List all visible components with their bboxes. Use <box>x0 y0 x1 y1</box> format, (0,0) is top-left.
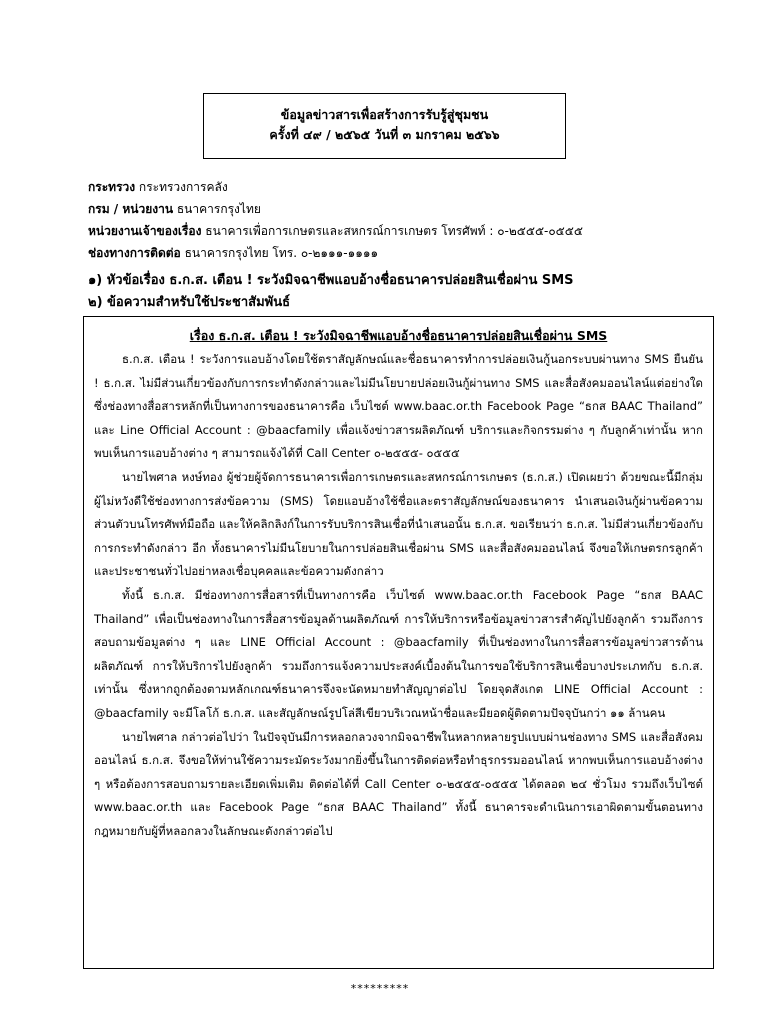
document-meta <box>88 176 728 264</box>
topic-item-subject: ๑) หัวข้อเรื่อง ธ.ก.ส. เตือน ! ระวังมิจฉาชีพแอบอ้างชื่อธนาคารปล่อยสินเชื่อผ่าน SMS <box>88 273 574 288</box>
header-issue-date: ครั้งที่ ๔๙ / ๒๕๖๕ วันที่ ๓ มกราคม ๒๕๖๖ <box>269 127 500 142</box>
meta-dept-label: กรม / หน่วยงาน <box>88 202 174 216</box>
topic-item-pr-text: ๒) ข้อความสำหรับใช้ประชาสัมพันธ์ <box>88 295 291 310</box>
meta-owner-value: ธนาคารเพื่อการเกษตรและสหกรณ์การเกษตร โทรศัพท์ : ๐-๒๕๕๕-๐๕๕๕ <box>201 224 583 238</box>
meta-contact-value: ธนาคารกรุงไทย โทร. ๐-๒๑๑๑-๑๑๑๑ <box>180 246 379 260</box>
meta-ministry-value: กระทรวงการคลัง <box>135 180 228 194</box>
content-paragraph: ธ.ก.ส. เตือน ! ระวังการแอบอ้างโดยใช้ตราสัญลักษณ์และชื่อธนาคารทำการปล่อยเงินกู้นอกระบบผ่านทาง SMS ยืนยัน ! ธ.ก.ส. ไม่มีส่วนเกี่ยวข้องกับการกระทำดังกล่าวและไม่มีนโยบายปล่อยเงินกู้ผ่านทาง SMS และสื่อสังคมออนไลน์แต่อย่างใด ซึ่งช่องทางสื่อสารหลักที่เป็นทางการของธนาคารคือ เว็บไซต์ www.baac.or.th Facebook Page “ธกส BAAC Thailand” และ Line Official Account : @baacfamily เพื่อแจ้งข่าวสารผลิตภัณฑ์ บริการและกิจกรรมต่าง ๆ กับลูกค้าเท่านั้น หากพบเห็นการแอบอ้างต่าง ๆ สามารถแจ้งได้ที่ Call Center ๐-๒๕๕๕- ๐๕๕๕ <box>94 352 703 461</box>
meta-owner-label: หน่วยงานเจ้าของเรื่อง <box>88 224 202 238</box>
meta-owner <box>88 220 728 242</box>
meta-contact-label: ช่องทางการติดต่อ <box>88 246 181 260</box>
meta-dept-value: ธนาคารกรุงไทย <box>173 202 261 216</box>
meta-ministry-label: กระทรวง <box>88 180 136 194</box>
topic-list <box>88 270 728 314</box>
document-header-box <box>203 93 566 159</box>
meta-department <box>88 198 728 220</box>
pr-content-box <box>83 316 714 969</box>
content-paragraph: นายไพศาล กล่าวต่อไปว่า ในปัจจุบันมีการหลอกลวงจากมิจฉาชีพในหลากหลายรูปแบบผ่านช่องทาง SMS และสื่อสังคมออนไลน์ ธ.ก.ส. จึงขอให้ท่านใช้ความระมัดระวังมากยิ่งขึ้นในการติดต่อหรือทำธุรกรรมออนไลน์ หากพบเห็นการแอบอ้างต่าง ๆ หรือต้องการสอบถามรายละเอียดเพิ่มเติม ติดต่อได้ที่ Call Center ๐-๒๕๕๕-๐๕๕๕ ได้ตลอด ๒๔ ชั่วโมง รวมถึงเว็บไซต์ www.baac.or.th และ Facebook Page “ธกส BAAC Thailand” ทั้งนี้ ธนาคารจะดำเนินการเอาผิดตามขั้นตอนทางกฎหมายกับผู้ที่หลอกลวงในลักษณะดังกล่าวต่อไป <box>94 729 703 838</box>
content-paragraph: นายไพศาล หงษ์ทอง ผู้ช่วยผู้จัดการธนาคารเพื่อการเกษตรและสหกรณ์การเกษตร (ธ.ก.ส.) เปิดเผยว่า ด้วยขณะนี้มีกลุ่มผู้ไม่หวังดีใช้ช่องทางการส่งข้อความ (SMS) โดยแอบอ้างใช้ชื่อและตราสัญลักษณ์ของธนาคาร นำเสนอเงินกู้ผ่านข้อความส่วนตัวบนโทรศัพท์มือถือ และให้คลิกลิงก์ในการรับบริการสินเชื่อที่นำเสนอนั้น ธ.ก.ส. ขอเรียนว่า ธ.ก.ส. ไม่มีส่วนเกี่ยวข้องกับการกระทำดังกล่าว อีก ทั้งธนาคารไม่มีนโยบายในการปล่อยสินเชื่อผ่าน SMS และสื่อสังคมออนไลน์ จึงขอให้เกษตรกรลูกค้าและประชาชนทั่วไปอย่าหลงเชื่อบุคคลและข้อความดังกล่าว <box>94 469 703 579</box>
content-title: เรื่อง ธ.ก.ส. เตือน ! ระวังมิจฉาชีพแอบอ้างชื่อธนาคารปล่อยสินเชื่อผ่าน SMS <box>189 328 608 343</box>
content-paragraph: ทั้งนี้ ธ.ก.ส. มีช่องทางการสื่อสารที่เป็นทางการคือ เว็บไซต์ www.baac.or.th Facebook Page “ธกส BAAC Thailand” เพื่อเป็นช่องทางในการสื่อสารข้อมูลด้านผลิตภัณฑ์ การให้บริการหรือข้อมูลข่าวสารสำคัญไปยังลูกค้า รวมถึงการสอบถามข้อมูลต่าง ๆ และ LINE Official Account : @baacfamily ที่เป็นช่องทางในการสื่อสารข้อมูลข่าวสารด้านผลิตภัณฑ์ การให้บริการไปยังลูกค้า รวมถึงการแจ้งความประสงค์เบื้องต้นในการขอใช้บริการสินเชื่อบางประเภทกับ ธ.ก.ส. เท่านั้น ซึ่งหากถูกต้องตามหลักเกณฑ์ธนาคารจึงจะนัดหมายทำสัญญาต่อไป โดยจุดสังเกต LINE Official Account : @baacfamily จะมีโลโก้ ธ.ก.ส. และสัญลักษณ์รูปโล่สีเขียวบริเวณหน้าชื่อและมียอดผู้ติดตามปัจจุบันกว่า ๑๑ ล้านคน <box>94 587 703 720</box>
meta-contact <box>88 242 728 264</box>
end-marker: ********* <box>350 982 410 995</box>
header-title: ข้อมูลข่าวสารเพื่อสร้างการรับรู้สู่ชุมชน <box>280 107 489 122</box>
meta-ministry <box>88 176 728 198</box>
